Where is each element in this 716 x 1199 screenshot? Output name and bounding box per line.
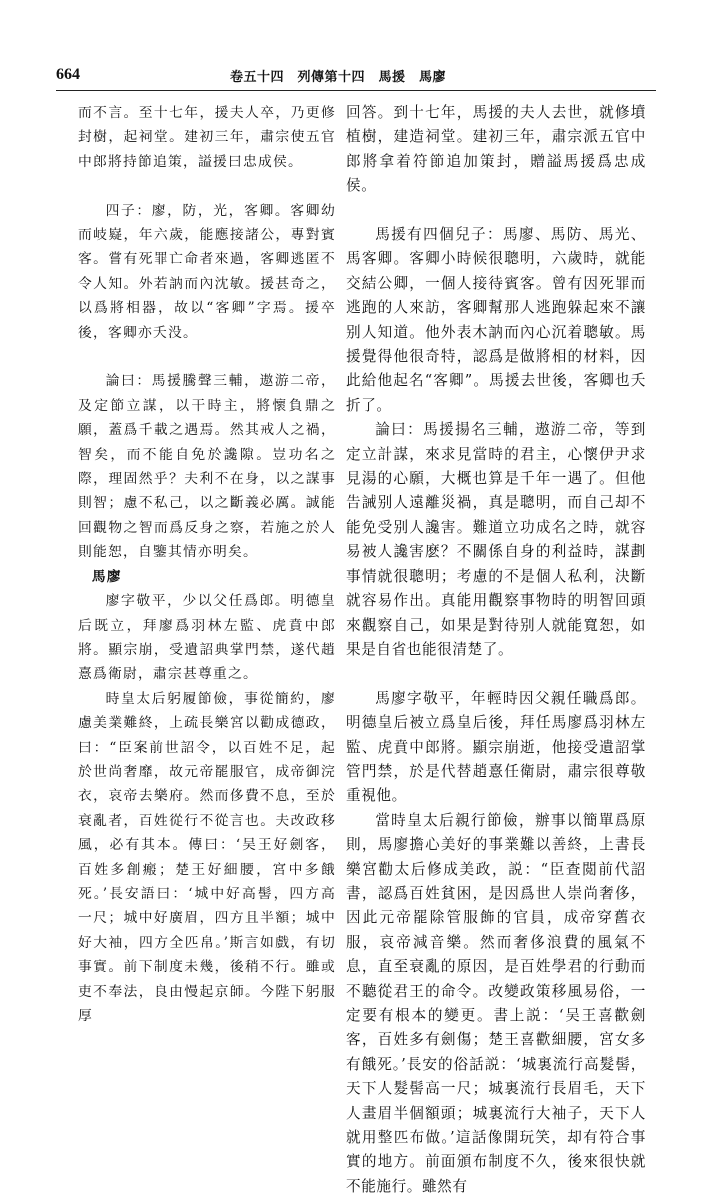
translation-paragraph-2: 馬援有四個兒子：馬廖、馬防、馬光、馬客卿。客卿小時候很聰明，六歲時，就能交結公卿，一個人接待賓客。曾有因死罪而逃跑的人來訪，客卿幫那人逃跑躲起來不讓别人知道。他外表木訥而內心沉着聰敏。馬援覺得他很奇特，認爲是做將相的材料，因此給他起名“客卿”。馬援去世後，客卿也夭折了。 (346, 226, 646, 414)
original-paragraph-3: 論曰：馬援騰聲三輔，遨游二帝，及定節立謀，以干時主，將懷負鼎之願，蓋爲千載之遇焉。然其戒人之禍，智矣，而不能自免於讒隙。豈功名之際，理固然乎？夫利不在身，以之謀事則智；慮不私己，以之斷義必厲。誠能回觀物之智而爲反身之察，若施之於人則能恕，自鑒其情亦明矣。 (78, 373, 336, 561)
original-paragraph-1: 而不言。至十七年，援夫人卒，乃更修封樹，起祠堂。建初三年，肅宗使五官中郎將持節追策，謚援曰忠成侯。 (78, 105, 336, 170)
original-paragraph-5: 時皇太后躬履節儉，事從簡約，廖慮美業難終，上疏長樂宮以勸成德政，曰：“臣案前世詔令，以百姓不足，起於世尚奢靡，故元帝罷服官，成帝御浣衣，哀帝去樂府。然而侈費不息，至於衰亂者，百姓從行不從言也。夫改政移風，必有其本。傳曰：‘吴王好劍客，百姓多創瘢；楚王好細腰，宮中多餓死。’長安語曰：‘城中好高髻，四方高一尺；城中好廣眉，四方且半額；城中好大袖，四方全匹帛。’斯言如戲，有切事實。前下制度未幾，後稍不行。雖或吏不奉法，良由慢起京師。今陛下躬服厚 (78, 690, 336, 1024)
running-head: 卷五十四 列傳第十四 馬援 馬廖 (230, 70, 447, 85)
translation-paragraph-3: 論曰：馬援揚名三輔，遨游二帝，等到定立計謀，來求見當時的君主，心懷伊尹求見湯的心願，大概也算是千年一遇了。但他告誡别人遠離災禍，真是聰明，而自己却不能免受别人讒害。難道立功成名之時，就容易被人讒害麽？不關係自身的利益時，謀劃事情就很聰明；考慮的不是個人私利，決斷就容易作出。真能用觀察事物時的明智回頭來觀察自己，如果是對待别人就能寬恕，如果是自省也能很清楚了。 (346, 421, 646, 658)
header-rule (56, 90, 656, 91)
original-paragraph-4: 廖字敬平，少以父任爲郎。明德皇后既立，拜廖爲羽林左監、虎賁中郎將。顯宗崩，受遺詔典掌門禁，遂代趙憙爲衛尉，肅宗甚尊重之。 (78, 593, 336, 683)
page-number: 664 (56, 66, 80, 83)
translation-paragraph-1: 回答。到十七年，馬援的夫人去世，就修墳植樹，建造祠堂。建初三年，肅宗派五官中郎將拿着符節追加策封，贈謚馬援爲忠成侯。 (346, 104, 646, 195)
original-text-column (78, 101, 336, 1028)
original-paragraph-2: 四子：廖，防，光，客卿。客卿幼而岐嶷，年六歲，能應接諸公，專對賓客。嘗有死罪亡命者來過，客卿逃匿不令人知。外若訥而內沈敏。援甚奇之，以爲將相器，故以“客卿”字焉。援卒後，客卿亦夭没。 (78, 202, 336, 341)
section-heading: 馬廖 (91, 568, 122, 585)
translation-paragraph-5: 當時皇太后親行節儉，辦事以簡單爲原則，馬廖擔心美好的事業難以善終，上書長樂宮勸太后修成美政，説：“臣查閲前代詔書，認爲百姓貧困，是因爲世人崇尚奢侈，因此元帝罷除管服飾的官員，成帝穿舊衣服，哀帝減音樂。然而奢侈浪費的風氣不息，直至衰亂的原因，是百姓學君的行動而不聽從君王的命令。改變政策移風易俗，一定要有根本的變更。書上説：‘吴王喜歡劍客，百姓多有劍傷；楚王喜歡細腰，宮女多有餓死。’長安的俗話説：‘城裏流行高髮髻，天下人髮髻高一尺；城裏流行長眉毛，天下人畫眉半個額頭；城裏流行大袖子，天下人就用整匹布做。’這話像開玩笑，却有符合事實的地方。前面頒布制度不久，後來很快就不能施行。雖然有 (346, 811, 646, 1195)
translation-column (346, 101, 646, 1199)
translation-paragraph-4: 馬廖字敬平，年輕時因父親任職爲郎。明德皇后被立爲皇后後，拜任馬廖爲羽林左監、虎賁中郎將。顯宗崩逝，他接受遺詔掌管門禁，於是代替趙憙任衛尉，肅宗很尊敬重視他。 (346, 689, 646, 805)
